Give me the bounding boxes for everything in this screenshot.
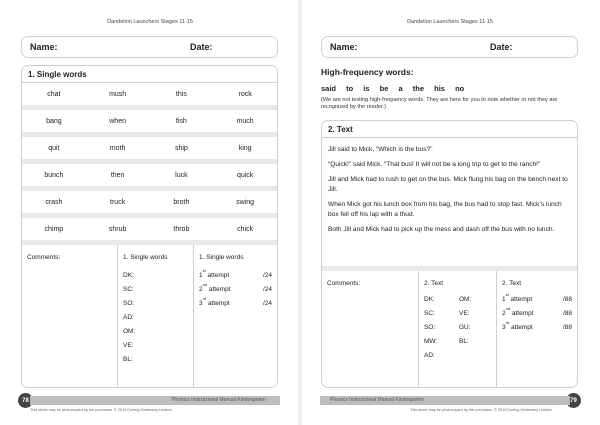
word-row	[22, 110, 277, 137]
comments-column	[22, 245, 117, 388]
footer-text: Phonics Instructional Manual Kindergarten	[330, 397, 424, 403]
passage-paragraph: When Mick got his lunch box from his bag, the bus had to stop fast. Mick’s lunch box fell off his lap with a thud.	[328, 201, 562, 218]
word-cell: king	[238, 144, 252, 152]
code-label: BL:	[123, 355, 133, 363]
attempt-text: attempt	[207, 286, 231, 294]
attempt-ordinal: nd	[505, 306, 511, 312]
attempt-line	[502, 320, 572, 334]
attempt-line	[502, 292, 572, 306]
attempt-score: /24	[262, 271, 272, 279]
word-row	[22, 137, 277, 164]
code-label: SO:	[424, 323, 436, 331]
attempt-text: attempt	[205, 272, 230, 280]
passage-paragraph: Both Jill and Mick had to pick up the mess and dash off the bus with no lunch.	[328, 226, 555, 233]
single-words-section	[21, 65, 278, 388]
word-cell: chimp	[44, 225, 64, 233]
passage-paragraph: Jill and Mick had to rush to get on the bus. Mick flung his bag on the bench next to Jill.	[328, 176, 568, 193]
name-date-box	[21, 36, 278, 58]
codes-title: 1. Single words	[123, 253, 168, 261]
section-title: 1. Single words	[22, 66, 277, 83]
word-row	[22, 191, 277, 218]
copyright: This sheet may be photocopied by the purchaser. © 2019 Dorling Kindersley Limited	[30, 408, 172, 412]
attempt-label	[502, 322, 563, 331]
attempt-ordinal: rd	[505, 320, 510, 326]
attempt-text: attempt	[509, 324, 533, 332]
attempts-column	[193, 245, 277, 388]
attempt-number: 2	[199, 286, 203, 294]
attempt-line	[199, 268, 272, 282]
hf-word: is	[363, 84, 370, 93]
code-label: DK:	[424, 295, 435, 303]
code-label: BL:	[459, 337, 469, 345]
word-cell: then	[110, 171, 125, 179]
word-cell: quick	[236, 171, 254, 179]
codes-title: 2. Text	[424, 279, 444, 287]
code-label: SC:	[123, 285, 134, 293]
code-label: MW:	[424, 337, 438, 345]
word-cell: crash	[45, 198, 63, 206]
word-cell: bunch	[44, 171, 64, 179]
word-row	[22, 83, 277, 110]
attempt-number: 2	[502, 310, 506, 318]
attempt-number: 3	[502, 324, 506, 332]
word-cell: truck	[110, 198, 126, 206]
word-row	[22, 218, 277, 245]
word-cell: fish	[175, 117, 187, 125]
attempts-title: 1. Single words	[199, 253, 244, 261]
code-label: VE:	[123, 341, 134, 349]
reading-passage	[322, 138, 577, 271]
page-number: 79	[566, 393, 581, 408]
hf-word: no	[455, 84, 465, 93]
name-label: Name:	[30, 42, 58, 52]
code-label: VE:	[459, 309, 470, 317]
attempt-ordinal: nd	[202, 282, 208, 288]
word-cell: swing	[236, 198, 255, 206]
attempt-label	[199, 284, 263, 293]
series-title: Dandelion Launchers Stages 11-15	[107, 19, 193, 25]
word-cell: this	[175, 90, 187, 98]
attempt-number: 1	[199, 272, 203, 280]
word-cell: much	[236, 117, 254, 125]
attempt-score: /88	[562, 323, 572, 331]
word-list	[22, 83, 277, 245]
attempt-score: /88	[562, 295, 572, 303]
name-label: Name:	[330, 42, 358, 52]
comments-column	[322, 271, 418, 387]
assessment-columns	[22, 245, 277, 388]
word-cell: luck	[175, 171, 188, 179]
code-label: DK:	[123, 271, 134, 279]
hf-word: his	[434, 84, 445, 93]
hf-title: High-frequency words:	[321, 67, 414, 77]
code-label: AD:	[424, 351, 435, 359]
attempt-number: 3	[199, 300, 203, 308]
word-cell: moth	[109, 144, 126, 152]
code-label: SC:	[424, 309, 435, 317]
attempt-label	[199, 270, 263, 279]
hf-word: to	[346, 84, 354, 93]
hf-word: said	[321, 84, 337, 93]
footer-text: Phonics Instructional Manual Kindergarten	[172, 397, 266, 403]
date-label: Date:	[490, 42, 513, 52]
copyright: This sheet may be photocopied by the purchaser. © 2019 Dorling Kindersley Limited	[410, 408, 552, 412]
attempt-line	[502, 306, 572, 320]
attempt-score: /88	[562, 309, 572, 317]
attempt-number: 1	[502, 296, 506, 304]
word-cell: chick	[237, 225, 254, 233]
attempt-text: attempt	[510, 310, 534, 318]
hf-word: be	[379, 84, 389, 93]
hf-word: a	[398, 84, 403, 93]
attempt-text: attempt	[206, 300, 230, 308]
word-row	[22, 164, 277, 191]
attempts-column	[496, 271, 577, 387]
comments-label: Comments:	[327, 279, 361, 287]
page-number: 78	[18, 393, 33, 408]
attempt-ordinal: st	[202, 268, 206, 274]
hf-word: the	[412, 84, 425, 93]
word-cell: mush	[109, 90, 127, 98]
assessment-columns	[322, 271, 577, 387]
attempts-title: 2. Text	[502, 279, 522, 287]
name-date-box	[321, 36, 578, 58]
date-label: Date:	[190, 42, 213, 52]
code-label: OM:	[123, 327, 136, 335]
word-cell: rock	[238, 90, 252, 98]
word-cell: chat	[47, 90, 61, 98]
word-cell: when	[109, 117, 126, 125]
word-cell: quit	[48, 144, 60, 152]
hf-words	[321, 84, 469, 93]
attempt-label	[502, 308, 563, 317]
word-cell: ship	[174, 144, 188, 152]
attempt-line	[199, 296, 272, 310]
attempt-label	[199, 298, 263, 307]
attempt-text: attempt	[508, 296, 533, 304]
attempt-score: /24	[262, 299, 272, 307]
attempt-line	[199, 282, 272, 296]
text-section	[321, 120, 578, 388]
hf-note: (We are not testing high-frequency words. They are here for you to note whether or not they are recognized by the reader.)	[321, 97, 558, 110]
attempt-ordinal: st	[505, 292, 509, 298]
attempt-ordinal: rd	[202, 296, 207, 302]
code-label: AD:	[123, 313, 134, 321]
word-cell: shrub	[108, 225, 127, 233]
comments-label: Comments:	[27, 253, 61, 261]
series-title: Dandelion Launchers Stages 11-15	[407, 19, 493, 25]
attempt-score: /24	[262, 285, 272, 293]
codes-column	[418, 271, 496, 387]
section-title: 2. Text	[322, 121, 577, 138]
attempt-label	[502, 294, 563, 303]
word-cell: broth	[173, 198, 190, 206]
codes-column	[117, 245, 193, 388]
code-label: SO:	[123, 299, 135, 307]
code-label: OM:	[459, 295, 472, 303]
passage-paragraph: Jill said to Mick, “Which is the bus?”	[328, 146, 433, 153]
word-cell: throb	[173, 225, 190, 233]
passage-paragraph: “Quick!” said Mick. “That bus! It will not be a long trip to get to the ranch!”	[328, 161, 541, 168]
code-label: GU:	[459, 323, 471, 331]
word-cell: bang	[46, 117, 62, 125]
